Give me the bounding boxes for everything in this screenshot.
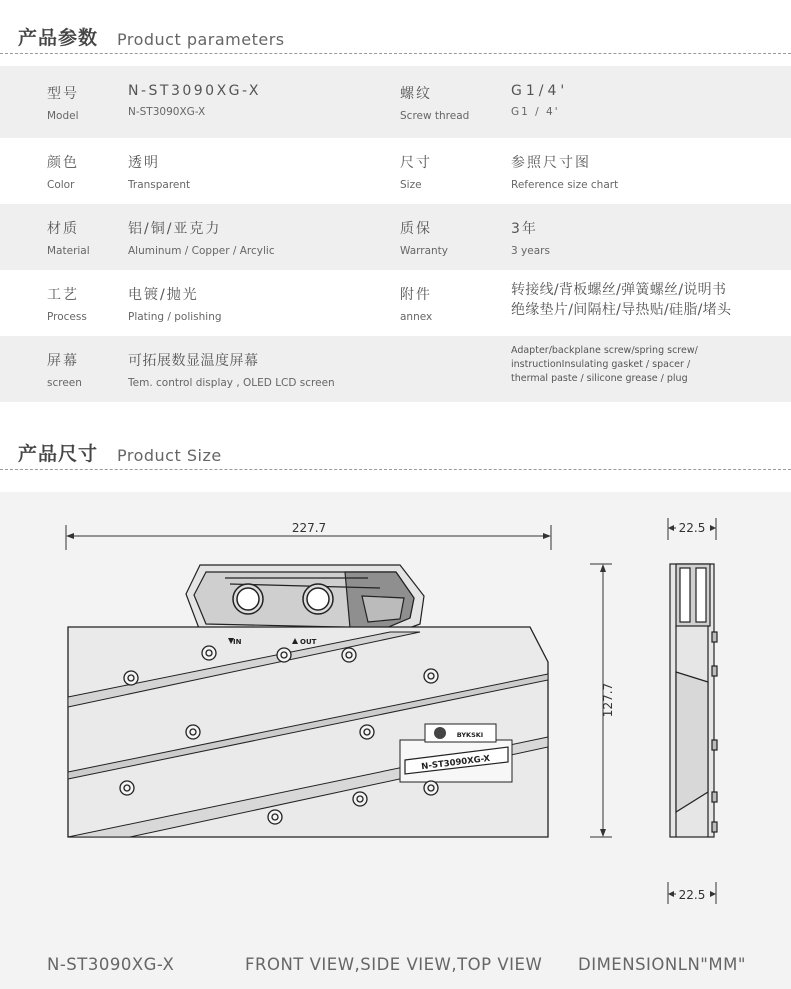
param-key-cn: 颜色 — [47, 155, 79, 171]
param-row-color — [0, 138, 791, 204]
arrowhead — [543, 533, 551, 539]
param-value-en: Tem. control display , OLED LCD screen — [128, 377, 335, 389]
side-top-label: 22.5 — [678, 521, 706, 535]
screw — [124, 671, 138, 685]
param-value — [511, 218, 550, 257]
param-value-cn: N-ST3090XG-X — [128, 83, 261, 99]
param-value-en: Transparent — [128, 179, 191, 191]
arrowhead — [710, 891, 716, 897]
size-title-cn: 产品尺寸 — [18, 443, 99, 465]
param-key-en: Model — [47, 110, 79, 122]
screw — [342, 648, 356, 662]
size-section-header — [0, 440, 791, 470]
footer-model: N-ST3090XG-X — [47, 955, 175, 974]
param-value-line: thermal paste / silicone grease / plug — [511, 373, 688, 384]
arrowhead — [600, 829, 606, 837]
params-section-header — [0, 24, 791, 54]
side-bottom-label: 22.5 — [678, 888, 706, 902]
param-value — [128, 350, 335, 389]
param-row-model — [0, 66, 791, 138]
param-key-en: screen — [47, 377, 82, 389]
port-out — [303, 584, 333, 614]
screw — [353, 792, 367, 806]
screw — [268, 810, 282, 824]
arrowhead — [66, 533, 74, 539]
param-key-cn: 材质 — [47, 221, 79, 237]
width-label: 227.7 — [291, 521, 327, 535]
param-value-line: 转接线/背板螺丝/弹簧螺丝/说明书 — [511, 282, 727, 298]
param-key-en: Process — [47, 311, 87, 323]
param-key-en: Color — [47, 179, 75, 191]
param-key-cn: 螺纹 — [400, 86, 432, 102]
param-value-cn: 铝/铜/亚克力 — [128, 221, 222, 237]
footer-views: FRONT VIEW,SIDE VIEW,TOP VIEW — [245, 955, 543, 974]
plate-text: N-ST3090XG-X — [420, 753, 491, 773]
param-value-cn: 参照尺寸图 — [511, 155, 591, 171]
param-key — [47, 350, 82, 389]
param-value — [128, 284, 222, 323]
param-value-en: G1 / 4' — [511, 106, 560, 118]
param-key-en: Size — [400, 179, 422, 191]
param-value-en: Plating / polishing — [128, 311, 222, 323]
param-value-en: Reference size chart — [511, 179, 619, 191]
param-value — [511, 280, 731, 320]
dimension-drawing-panel — [0, 492, 791, 989]
param-value-cn: 透明 — [128, 155, 160, 171]
param-key-cn: 质保 — [400, 221, 432, 237]
param-value — [128, 152, 190, 191]
screw — [360, 725, 374, 739]
param-key-cn: 附件 — [400, 287, 432, 303]
screw — [202, 646, 216, 660]
height-label: 127.7 — [601, 682, 615, 718]
section-divider — [0, 53, 791, 54]
param-value — [511, 344, 698, 386]
param-value-line: instructionInsulating gasket / spacer / — [511, 359, 691, 370]
param-value-en: N-ST3090XG-X — [128, 106, 206, 118]
param-key-en: Material — [47, 245, 90, 257]
param-value-cn: 电镀/抛光 — [128, 287, 199, 303]
arrowhead — [668, 891, 674, 897]
param-key-cn: 尺寸 — [400, 155, 432, 171]
screw — [120, 781, 134, 795]
param-value-en: 3 years — [511, 245, 550, 257]
arrowhead — [668, 525, 674, 531]
param-key-cn: 型号 — [47, 86, 79, 102]
param-key-en: annex — [400, 311, 433, 323]
param-row-material — [0, 204, 791, 270]
param-value-en: Aluminum / Copper / Arcylic — [128, 245, 275, 257]
param-key — [400, 284, 432, 323]
param-row-screen — [0, 336, 791, 402]
param-key-cn: 屏幕 — [47, 353, 79, 369]
param-value — [511, 152, 618, 191]
param-key — [400, 218, 448, 257]
screw — [424, 781, 438, 795]
arrowhead — [710, 525, 716, 531]
param-value-cn: 3年 — [511, 221, 538, 237]
param-value — [511, 83, 568, 118]
param-key — [47, 218, 90, 257]
param-value-line: 绝缘垫片/间隔柱/导热贴/硅脂/堵头 — [511, 302, 732, 318]
param-value — [128, 83, 261, 118]
out-label: OUT — [300, 638, 317, 646]
param-key — [47, 152, 79, 191]
params-title-en: Product parameters — [117, 30, 285, 49]
param-key — [47, 83, 79, 122]
params-title-cn: 产品参数 — [18, 27, 99, 49]
param-value-cn: G1/4' — [511, 83, 569, 99]
param-value — [128, 218, 275, 257]
param-key — [400, 152, 432, 191]
side-view — [670, 564, 717, 837]
size-title-en: Product Size — [117, 446, 222, 465]
param-key — [47, 284, 87, 323]
param-value-cn: 可拓展数显温度屏幕 — [128, 353, 259, 369]
param-key-cn: 工艺 — [47, 287, 79, 303]
port-in — [233, 584, 263, 614]
screw — [424, 669, 438, 683]
screw — [186, 725, 200, 739]
param-row-process — [0, 270, 791, 336]
param-key-en: Screw thread — [400, 110, 470, 122]
logo-text: BYKSKI — [456, 731, 484, 739]
in-label: IN — [233, 638, 242, 646]
screw — [277, 648, 291, 662]
section-divider — [0, 469, 791, 470]
param-key — [400, 83, 469, 122]
technical-drawing — [0, 492, 791, 989]
params-table — [0, 66, 791, 402]
param-key-en: Warranty — [400, 245, 449, 257]
footer-unit: DIMENSIONLN"MM" — [578, 955, 746, 974]
arrowhead — [600, 564, 606, 572]
param-value-line: Adapter/backplane screw/spring screw/ — [511, 345, 698, 356]
